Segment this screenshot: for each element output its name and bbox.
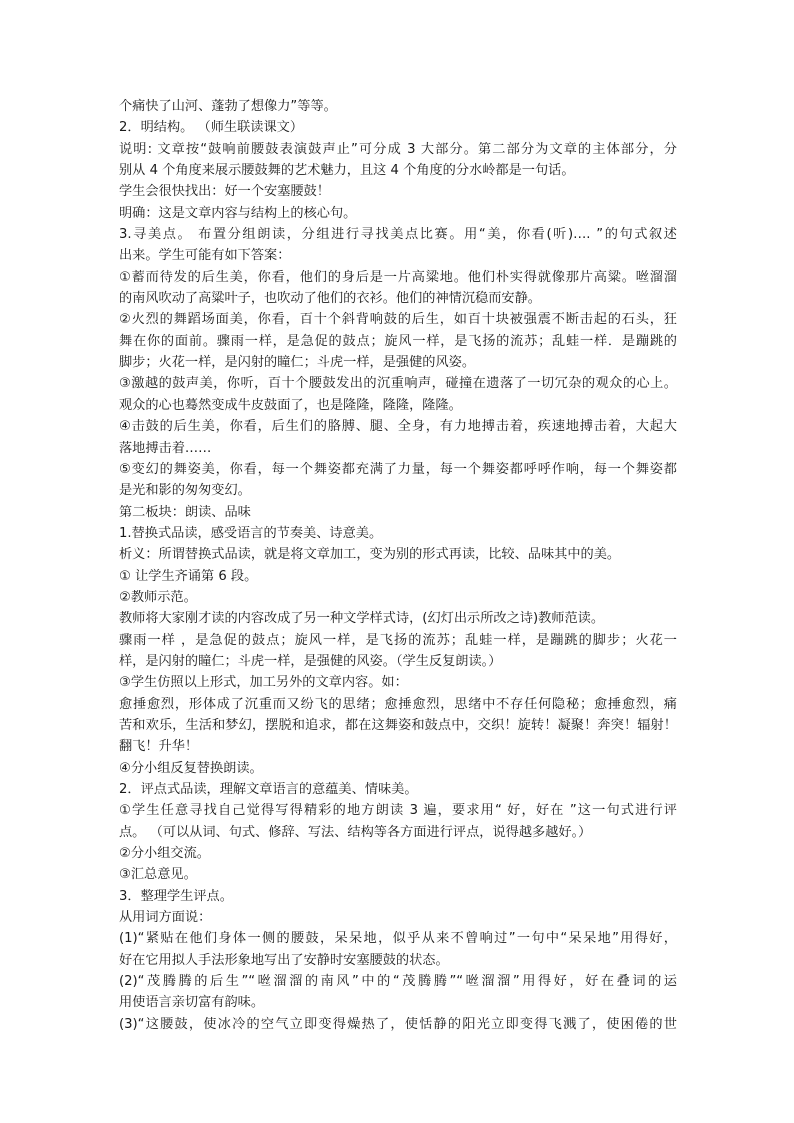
- text-line: 好在它用拟人手法形象地写出了安静时安塞腰鼓的状态。: [119, 952, 449, 968]
- list-item: ⑤变幻的舞姿美，你看，每一个舞姿都充满了力量，每一个舞姿都呼呼作响，每一个舞姿都: [119, 461, 677, 477]
- list-item: ④击鼓的后生美，你看，后生们的胳膊、腿、全身，有力地搏击着，疾速地搏击着，大起大: [119, 419, 677, 435]
- list-item: (3)“这腰鼓，使冰冷的空气立即变得燥热了，使恬静的阳光立即变得飞溅了，使困倦的世: [119, 1016, 677, 1032]
- text-line: 个痛快了山河、蓬勃了想像力”等等。: [119, 99, 337, 114]
- text-line: 析义：所谓替换式品读，就是将文章加工，变为别的形式再读，比较、品味其中的美。: [119, 547, 621, 563]
- document-body: [119, 96, 677, 1035]
- list-item: ②教师示范。: [119, 589, 197, 605]
- text-line: 出来。学生可能有如下答案：: [119, 248, 291, 264]
- text-line: 愈捶愈烈，形体成了沉重而又纷飞的思绪；愈捶愈烈，思绪中不存任何隐秘；愈捶愈烈，痛: [119, 696, 677, 712]
- list-item: ① 让学生齐诵第 6 段。: [119, 568, 258, 584]
- list-item: (1)“紧贴在他们身体一侧的腰鼓，呆呆地，似乎从来不曾响过”一句中“呆呆地”用得好，: [119, 931, 677, 947]
- text-line: 点。 （可以从词、句式、修辞、写法、结构等各方面进行评点，说得越多越好。）: [119, 824, 592, 840]
- text-line: 样，是闪射的瞳仁；斗虎一样，是强健的风姿。（学生反复朗读。）: [119, 653, 502, 669]
- text-line: 别从 4 个角度来展示腰鼓舞的艺术魅力，且这 4 个角度的分水岭都是一句话。: [119, 163, 575, 179]
- section-heading: 2．评点式品读，理解文章语言的意蕴美、情味美。: [119, 782, 418, 797]
- text-line: 学生会很快找出：好一个安塞腰鼓！: [119, 184, 330, 200]
- text-line: 明确：这是文章内容与结构上的核心句。: [119, 205, 357, 221]
- text-line: 教师将大家刚才读的内容改成了另一种文学样式诗，(幻灯出示所改之诗)教师范读。: [119, 611, 605, 627]
- list-item: ②火烈的舞蹈场面美，你看，百十个斜背响鼓的后生，如百十块被强震不断击起的石头，狂: [119, 312, 677, 328]
- list-item: ②分小组交流。: [119, 846, 210, 862]
- text-line: 脚步；火花一样，是闪射的瞳仁；斗虎一样，是强健的风姿。: [119, 355, 476, 371]
- list-item: ④分小组反复替换朗读。: [119, 760, 263, 776]
- section-heading: 1.替换式品读，感受语言的节奏美、诗意美。: [119, 525, 383, 541]
- list-item: ③汇总意见。: [119, 867, 197, 883]
- text-line: 是光和影的匆匆变幻。: [119, 483, 251, 499]
- list-item: (2)“茂腾腾的后生”“咝溜溜的南风”中的“茂腾腾”“咝溜溜”用得好，好在叠词的运: [119, 974, 677, 990]
- list-item: ①学生任意寻找自己觉得写得精彩的地方朗读 3 遍，要求用“ 好，好在 ”这一句式进行评: [119, 803, 677, 819]
- text-line: 骤雨一样 ，是急促的鼓点；旋风一样，是飞扬的流苏；乱蛙一样，是蹦跳的脚步；火花一: [119, 632, 677, 648]
- text-line: 观众的心也蓦然变成牛皮鼓面了，也是隆隆，隆隆，隆隆。: [119, 397, 462, 413]
- text-line: 用使语言亲切富有韵味。: [119, 995, 265, 1011]
- text-line: 落地搏击着……: [119, 440, 212, 456]
- text-line: 苦和欢乐，生活和梦幻，摆脱和追求，都在这舞姿和鼓点中，交织！旋转！凝聚！奔突！辐射！: [119, 717, 677, 733]
- text-line: 从用词方面说：: [119, 910, 212, 926]
- list-item: ③激越的鼓声美，你听，百十个腰鼓发出的沉重响声，碰撞在遗落了一切冗杂的观众的心上。: [119, 376, 677, 392]
- section-heading: 3.寻美点。 布置分组朗读，分组进行寻找美点比赛。用“美，你看(听)…. ”的句式叙述: [119, 227, 677, 243]
- text-line: 的南风吹动了高粱叶子，也吹动了他们的衣衫。他们的神情沉稳而安静。: [119, 291, 541, 307]
- section-heading: 第二板块：朗读、品味: [119, 504, 251, 520]
- section-heading: 3．整理学生评点。: [119, 888, 233, 904]
- text-line: 翻飞！升华！: [119, 739, 199, 755]
- text-line: 说明: 文章按“鼓响前腰鼓表演鼓声止”可分成 3 大部分。第二部分为文章的主体部分，分: [119, 141, 677, 157]
- text-line: 舞在你的面前。骤雨一样，是急促的鼓点；旋风一样，是飞扬的流苏；乱蛙一样．是蹦跳的: [119, 333, 677, 349]
- list-item: ①蓄而待发的后生美，你看，他们的身后是一片高粱地。他们朴实得就像那片高粱。咝溜溜: [119, 269, 677, 285]
- section-heading: 2．明结构。 （师生联读课文）: [119, 120, 304, 136]
- list-item: ③学生仿照以上形式，加工另外的文章内容。如：: [119, 675, 408, 691]
